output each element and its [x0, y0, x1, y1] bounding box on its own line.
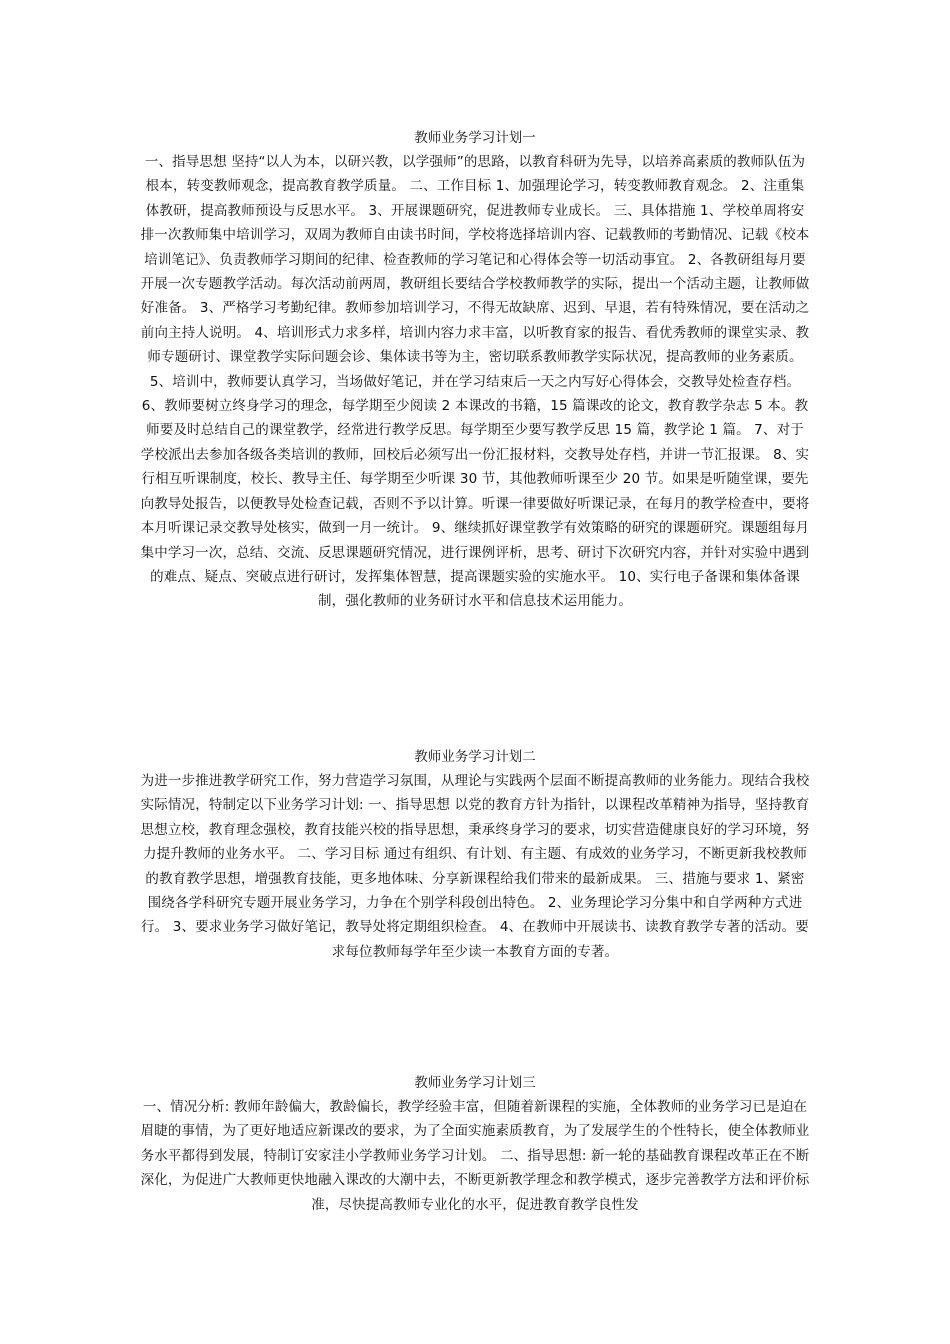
- section-title: 教师业务学习计划三: [414, 1075, 536, 1091]
- plan-section-one: [140, 126, 810, 614]
- section-body: 一、情况分析: 教师年龄偏大，教龄偏长，教学经验丰富，但随着新课程的实施，全体教师的业务学习已是迫在眉睫的事情，为了更好地适应新课改的要求，为了全面实施素质教育，为了发展学生的个性特长，使全体教师业务水平都得到发展，特制订安家洼小学教师业务学习计划。 二、指导思想: 新一轮的基础教育课程改革正在不断深化，为促进广大教师更快地融入课改的大潮中去，不断更新教学理念和教学模式，逐步完善教学方法和评价标准，尽快提高教师专业化的水平，促进教育教学良性发: [140, 1099, 810, 1213]
- section-title: 教师业务学习计划一: [414, 130, 536, 146]
- plan-section-three: [140, 1071, 810, 1217]
- section-body: 一、指导思想 坚持“以人为本，以研兴教，以学强师”的思路，以教育科研为先导，以培养高素质的教师队伍为根本，转变教师观念，提高教育教学质量。 二、工作目标 1、加强理论学习，转变教师教育观念。 2、注重集体教研，提高教师预设与反思水平。 3、开展课题研究，促进教师专业成长。 三、具体措施 1、学校单周将安排一次教师集中培训学习，双周为教师自由读书时间，学校将选择培训内容、记载教师的考勤情况、记载《校本培训笔记》、负责教师学习期间的纪律、检查教师的学习笔记和心得体会等一切活动事宜。 2、各教研组每月要开展一次专题教学活动。每次活动前两周，教研组长要结合学校教师教学的实际，提出一个活动主题，让教师做好准备。 3、严格学习考勤纪律。教师参加培训学习，不得无故缺席、迟到、早退，若有特殊情况，要在活动之前向主持人说明。 4、培训形式力求多样，培训内容力求丰富，以听教育家的报告、看优秀教师的课堂实录、教师专题研讨、课堂教学实际问题会诊、集体读书等为主，密切联系教师教学实际状况，提高教师的业务素质。 5、培训中，教师要认真学习，当场做好笔记，并在学习结束后一天之内写好心得体会，交教导处检查存档。 6、教师要树立终身学习的理念，每学期至少阅读 2 本课改的书籍，15 篇课改的论文，教育教学杂志 5 本。教师要及时总结自己的课堂教学，经常进行教学反思。每学期至少要写教学反思 15 篇，教学论 1 篇。 7、对于学校派出去参加各级各类培训的教师，回校后必须写出一份汇报材料，交教导处存档，并讲一节汇报课。 8、实行相互听课制度，校长、教导主任、每学期至少听课 30 节，其他教师听课至少 20 节。如果是听随堂课，要先向教导处报告，以便教导处检查记载，否则不予以计算。听课一律要做好听课记录，在每月的教学检查中，要将本月听课记录交教导处核实，做到一月一统计。 9、继续抓好课堂教学有效策略的研究的课题研究。课题组每月集中学习一次，总结、交流、反思课题研究情况，进行课例评析，思考、研讨下次研究内容，并针对实验中遇到的难点、疑点、突破点进行研讨，发挥集体智慧，提高课题实验的实施水平。 10、实行电子备课和集体备课制，强化教师的业务研讨水平和信息技术运用能力。: [140, 154, 810, 610]
- plan-section-two: [140, 745, 810, 964]
- section-body: 为进一步推进教学研究工作，努力营造学习氛围，从理论与实践两个层面不断提高教师的业务能力。现结合我校实际情况，特制定以下业务学习计划: 一、指导思想 以党的教育方针为指针，以课程改革精神为指导，坚持教育思想立校，教育理念强校，教育技能兴校的指导思想，秉承终身学习的要求，切实营造健康良好的学习环境，努力提升教师的业务水平。 二、学习目标 通过有组织、有计划、有主题、有成效的业务学习，不断更新我校教师的教育教学思想，增强教育技能，更多地体味、分享新课程给我们带来的最新成果。 三、措施与要求 1、紧密围绕各学科研究专题开展业务学习，力争在个别学科段创出特色。 2、业务理论学习分集中和自学两种方式进行。 3、要求业务学习做好笔记，教导处将定期组织检查。 4、在教师中开展读书、读教育教学专著的活动。要求每位教师每学年至少读一本教育方面的专著。: [140, 773, 810, 960]
- section-title: 教师业务学习计划二: [414, 749, 536, 765]
